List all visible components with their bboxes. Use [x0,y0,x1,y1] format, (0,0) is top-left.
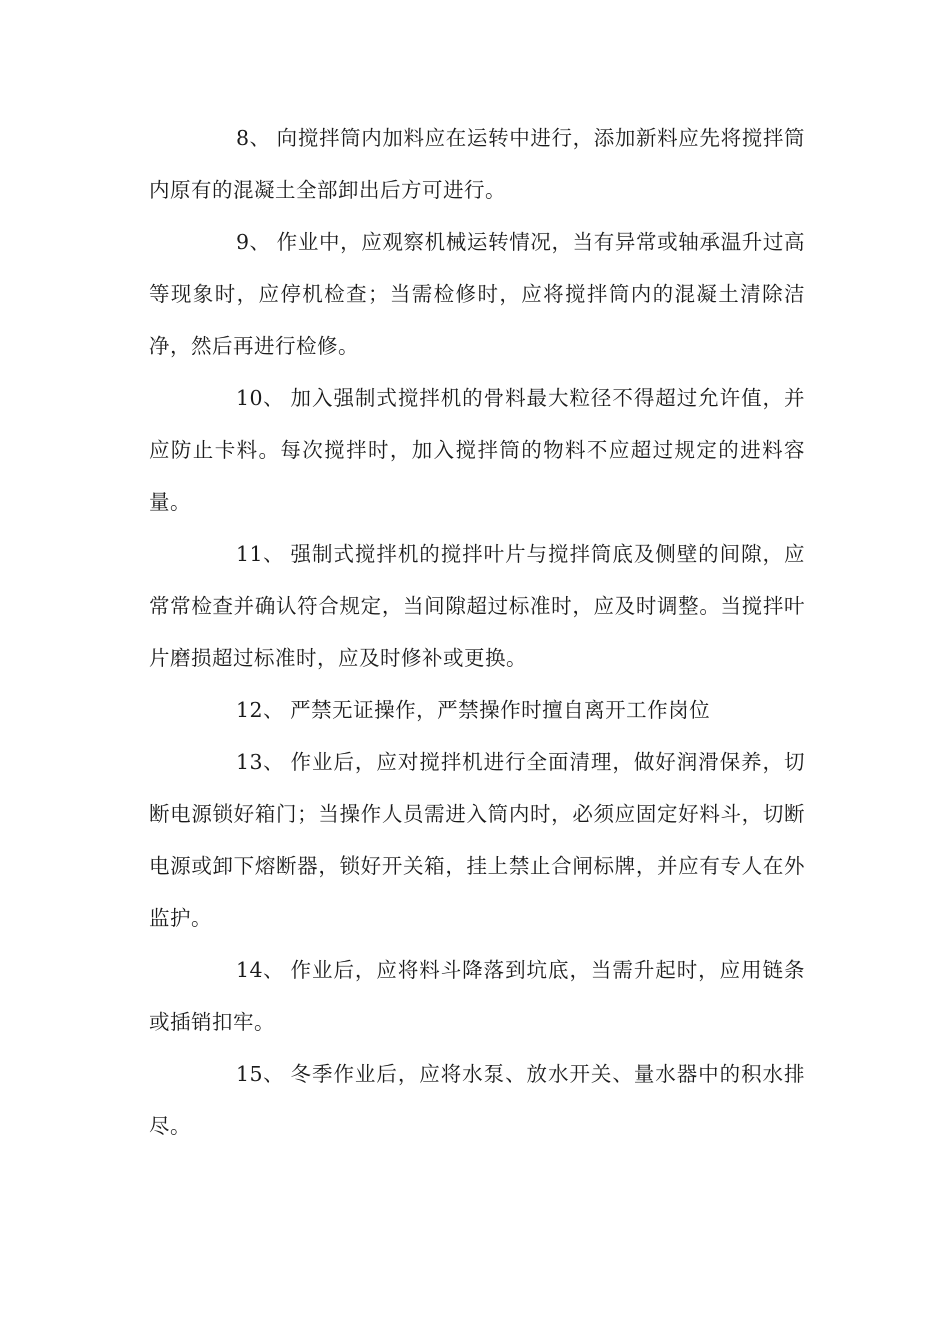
paragraph-9 [149,216,805,372]
paragraph-8 [149,112,805,216]
item-number: 12、 [236,698,285,722]
item-text: 向搅拌筒内加料应在运转中进行，添加新料应先将搅拌筒内原有的混凝土全部卸出后方可进行。 [149,126,805,202]
item-number: 9、 [236,230,271,254]
paragraph-12 [149,684,805,736]
item-text: 冬季作业后，应将水泵、放水开关、量水器中的积水排尽。 [149,1062,805,1138]
item-number: 10、 [236,386,285,410]
paragraph-13 [149,736,805,944]
paragraph-11 [149,528,805,684]
item-text: 作业后，应对搅拌机进行全面清理，做好润滑保养，切断电源锁好箱门；当操作人员需进入筒内时，必须应固定好料斗，切断电源或卸下熔断器，锁好开关箱，挂上禁止合闸标牌，并应有专人在外监护。 [149,750,805,930]
paragraph-14 [149,944,805,1048]
item-number: 11、 [236,542,285,566]
item-number: 15、 [236,1062,285,1086]
item-text: 强制式搅拌机的搅拌叶片与搅拌筒底及侧壁的间隙，应常常检查并确认符合规定，当间隙超过标准时，应及时调整。当搅拌叶片磨损超过标准时，应及时修补或更换。 [149,542,805,670]
item-text: 加入强制式搅拌机的骨料最大粒径不得超过允许值，并应防止卡料。每次搅拌时，加入搅拌筒的物料不应超过规定的进料容量。 [149,386,805,514]
item-number: 13、 [236,750,285,774]
item-text: 作业中，应观察机械运转情况，当有异常或轴承温升过高等现象时，应停机检查；当需检修时，应将搅拌筒内的混凝土清除洁净，然后再进行检修。 [149,230,805,358]
item-number: 14、 [236,958,285,982]
item-number: 8、 [236,126,271,150]
paragraph-10 [149,372,805,528]
paragraph-15 [149,1048,805,1152]
item-text: 严禁无证操作，严禁操作时擅自离开工作岗位 [290,698,711,722]
document-body [149,112,805,1152]
item-text: 作业后，应将料斗降落到坑底，当需升起时，应用链条或插销扣牢。 [149,958,805,1034]
